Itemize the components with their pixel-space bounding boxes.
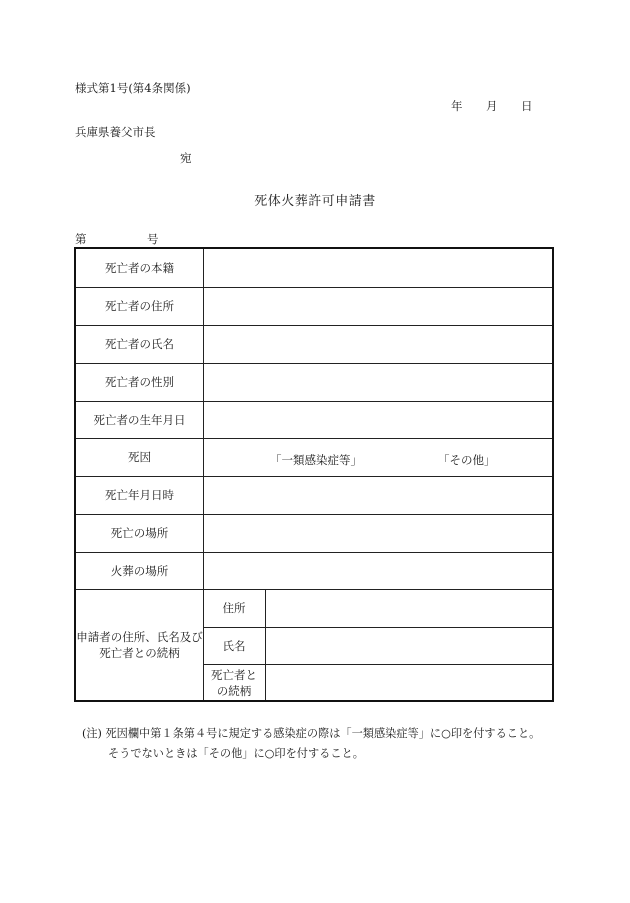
input-cremation-place[interactable] [204,552,552,589]
input-applicant-relation[interactable] [266,664,552,700]
applicant-label-line1: 申請者の住所、氏名及び [76,630,203,644]
date-day-label: 日 [521,99,533,113]
applicant-label-line2: 死亡者との続柄 [99,646,180,660]
relation-line1: 死亡者と [211,668,257,682]
label-birthdate: 死亡者の生年月日 [93,412,186,427]
page-title: 死体火葬許可申請書 [254,194,376,209]
input-death-place[interactable] [204,514,552,552]
label-applicant-address: 住所 [222,601,246,615]
input-name[interactable] [204,325,552,363]
label-death-place: 死亡の場所 [110,526,169,540]
label-cause: 死因 [128,450,151,464]
date-month-label: 月 [486,99,498,113]
label-death-datetime: 死亡年月日時 [105,488,174,502]
input-applicant-name[interactable] [266,627,552,664]
label-name: 死亡者の氏名 [105,337,174,351]
applicant-label [76,629,203,661]
relation-line2: の続柄 [216,684,252,698]
label-applicant-name: 氏名 [222,639,246,653]
input-honseki[interactable] [204,249,552,287]
input-sex[interactable] [204,363,552,401]
label-address: 死亡者の住所 [105,299,174,313]
addressee: 兵庫県養父市長 [75,125,156,139]
application-table [74,247,554,702]
form-number: 様式第1号(第4条関係) [75,81,191,95]
input-birthdate[interactable] [204,401,552,438]
label-applicant-relation [203,667,265,699]
input-death-datetime[interactable] [204,476,552,514]
input-address[interactable] [204,287,552,325]
label-sex: 死亡者の性別 [105,375,174,389]
cause-option-other[interactable]: 「その他」 [438,453,496,467]
honorific: 宛 [180,151,192,165]
label-honseki: 死亡者の本籍 [105,261,174,275]
note-line2: そうでないときは「その他」に○印を付すること。 [108,747,364,760]
note-line1: (注) 死因欄中第１条第４号に規定する感染症の際は「一類感染症等」に○印を付すること。 [82,727,541,740]
cause-option-infectious[interactable]: 「一類感染症等」 [270,453,362,467]
label-cremation-place: 火葬の場所 [110,563,169,578]
number-dai: 第 [75,232,87,246]
input-applicant-address[interactable] [266,589,552,627]
date-year-label: 年 [451,99,463,113]
number-go: 号 [147,232,159,246]
